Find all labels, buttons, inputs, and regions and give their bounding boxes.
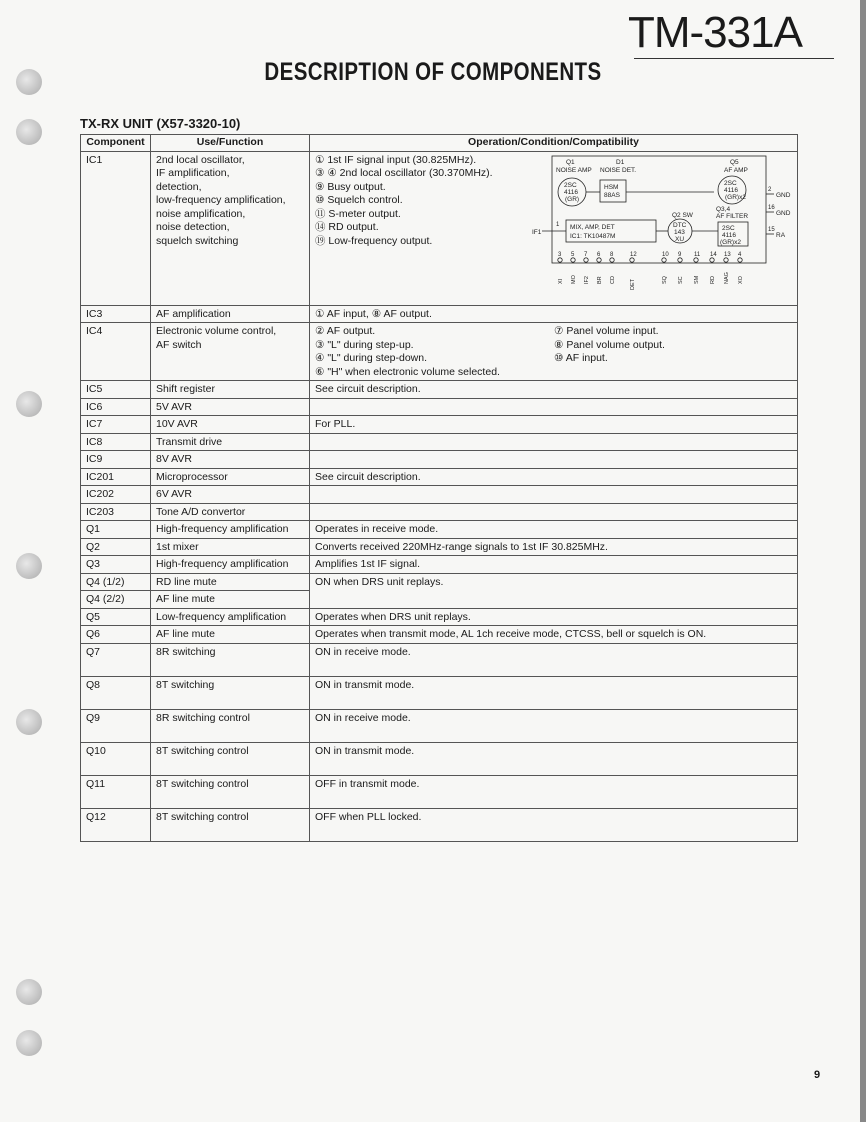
binder-hole bbox=[16, 1030, 42, 1056]
schem-label: HSM bbox=[604, 183, 619, 191]
table-row bbox=[81, 608, 798, 626]
schem-label: GND bbox=[776, 209, 791, 217]
model-number: TM-331A bbox=[628, 8, 802, 57]
table-row bbox=[81, 676, 798, 709]
table-row bbox=[81, 323, 798, 381]
header-use: Use/Function bbox=[151, 135, 310, 152]
pin-name: MO bbox=[571, 274, 577, 284]
op-line: ⑩ AF input. bbox=[554, 352, 608, 364]
use-line: detection, bbox=[156, 180, 202, 193]
schem-label: NOISE AMP bbox=[556, 166, 592, 174]
use-line: squelch switching bbox=[156, 234, 239, 247]
op-line: ⑭ RD output. bbox=[315, 221, 379, 233]
pin-name: BR bbox=[597, 275, 603, 284]
operation-cell: ON when DRS unit replays. bbox=[310, 573, 798, 608]
operation-cell: Converts received 220MHz-range signals to 1st IF 30.825MHz. bbox=[310, 538, 798, 556]
schem-label: 2SC bbox=[724, 179, 737, 187]
operation-cell: ON in receive mode. bbox=[310, 643, 798, 676]
schem-label: AF AMP bbox=[724, 166, 748, 174]
operation-cell bbox=[310, 486, 798, 504]
header-operation: Operation/Condition/Compatibility bbox=[310, 135, 798, 152]
binder-hole bbox=[16, 119, 42, 145]
op-line: ⑦ Panel volume input. bbox=[554, 325, 659, 337]
unit-title: TX-RX UNIT (X57-3320-10) bbox=[80, 116, 241, 131]
table-row bbox=[81, 573, 798, 591]
component-cell: Q11 bbox=[81, 775, 151, 808]
component-cell: IC4 bbox=[81, 323, 151, 381]
table-row bbox=[81, 808, 798, 841]
pin-number: 13 bbox=[724, 251, 731, 258]
component-cell: IC203 bbox=[81, 503, 151, 521]
schem-label: 88AS bbox=[604, 191, 620, 199]
use-cell: 8T switching control bbox=[151, 742, 310, 775]
op-line: ⑧ Panel volume output. bbox=[554, 338, 665, 351]
operation-cell: Operates in receive mode. bbox=[310, 521, 798, 539]
schem-label: MIX, AMP, DET bbox=[570, 223, 615, 231]
operation-cell: See circuit description. bbox=[310, 468, 798, 486]
schem-label: Q1 bbox=[566, 158, 575, 166]
table-row bbox=[81, 416, 798, 434]
component-cell: IC3 bbox=[81, 305, 151, 323]
operation-cell: OFF in transmit mode. bbox=[310, 775, 798, 808]
component-cell: IC6 bbox=[81, 398, 151, 416]
op-line: ⑩ Squelch control. bbox=[315, 194, 403, 206]
operation-cell: For PLL. bbox=[310, 416, 798, 434]
component-cell: IC8 bbox=[81, 433, 151, 451]
use-cell: AF line mute bbox=[151, 626, 310, 644]
pin-number: 5 bbox=[571, 251, 575, 258]
pin-name: XI bbox=[558, 278, 564, 284]
pin-number: 16 bbox=[768, 204, 775, 211]
op-line: ⑥ "H" when electronic volume selected. bbox=[315, 365, 500, 378]
use-cell: Shift register bbox=[151, 381, 310, 399]
use-cell: 1st mixer bbox=[151, 538, 310, 556]
schem-label: DTC bbox=[673, 221, 687, 229]
component-cell: Q5 bbox=[81, 608, 151, 626]
operation-cell: See circuit description. bbox=[310, 381, 798, 399]
pin-number: 9 bbox=[678, 251, 682, 258]
use-cell bbox=[151, 151, 310, 305]
component-cell: Q7 bbox=[81, 643, 151, 676]
schem-label: Q5 bbox=[730, 158, 739, 166]
op-line: ① 1st IF signal input (30.825MHz). bbox=[315, 153, 477, 166]
table-row bbox=[81, 486, 798, 504]
use-line: noise amplification, bbox=[156, 207, 246, 220]
use-cell: RD line mute bbox=[151, 573, 310, 591]
operation-cell bbox=[310, 503, 798, 521]
op-line: ⑪ S-meter output. bbox=[315, 207, 401, 220]
table-header-row bbox=[81, 135, 798, 152]
schem-label: RA bbox=[776, 231, 786, 239]
operation-cell: Operates when DRS unit replays. bbox=[310, 608, 798, 626]
table-row bbox=[81, 626, 798, 644]
binder-hole bbox=[16, 979, 42, 1005]
use-line: Electronic volume control, bbox=[156, 325, 277, 337]
schem-label: 4116 bbox=[722, 231, 736, 239]
use-cell: Tone A/D convertor bbox=[151, 503, 310, 521]
op-line: ④ "L" during step-down. bbox=[315, 352, 428, 364]
table-row bbox=[81, 556, 798, 574]
schem-label: IF1 bbox=[532, 228, 542, 236]
binder-hole bbox=[16, 553, 42, 579]
op-line: ⑲ Low-frequency output. bbox=[315, 234, 433, 247]
schem-label: Q2 SW bbox=[672, 211, 693, 219]
header-component: Component bbox=[81, 135, 151, 152]
component-cell: IC7 bbox=[81, 416, 151, 434]
page-number: 9 bbox=[814, 1069, 821, 1081]
component-cell: IC202 bbox=[81, 486, 151, 504]
pin-number: 15 bbox=[768, 226, 775, 233]
use-cell: Microprocessor bbox=[151, 468, 310, 486]
pin-name: SM bbox=[694, 275, 700, 284]
use-cell: 5V AVR bbox=[151, 398, 310, 416]
schem-label: NOISE DET. bbox=[600, 166, 637, 174]
use-line: 2nd local oscillator, bbox=[156, 153, 245, 166]
component-cell: Q10 bbox=[81, 742, 151, 775]
schem-label: AF FILTER bbox=[716, 212, 749, 220]
operation-cell bbox=[310, 151, 798, 305]
component-cell: Q9 bbox=[81, 709, 151, 742]
table-row bbox=[81, 398, 798, 416]
component-cell: IC9 bbox=[81, 451, 151, 469]
schem-label: 2SC bbox=[722, 224, 735, 232]
pin-name: IF2 bbox=[584, 275, 590, 284]
use-cell: 8T switching bbox=[151, 676, 310, 709]
table-row bbox=[81, 521, 798, 539]
pin-number: 10 bbox=[662, 251, 669, 258]
ic1-schematic bbox=[532, 154, 794, 300]
schem-label: (GR) bbox=[565, 195, 580, 203]
schem-label: GND bbox=[776, 191, 791, 199]
use-cell: AF amplification bbox=[151, 305, 310, 323]
operation-cell bbox=[310, 433, 798, 451]
operation-cell bbox=[310, 323, 798, 381]
pin-number: 11 bbox=[694, 251, 701, 258]
operation-cell: Amplifies 1st IF signal. bbox=[310, 556, 798, 574]
pin-number: 6 bbox=[597, 251, 601, 258]
use-cell: 8T switching control bbox=[151, 775, 310, 808]
use-cell: 6V AVR bbox=[151, 486, 310, 504]
component-cell: Q4 (1/2) bbox=[81, 573, 151, 591]
component-cell: Q1 bbox=[81, 521, 151, 539]
binder-hole bbox=[16, 709, 42, 735]
components-table bbox=[80, 134, 798, 842]
operation-cell: ON in transmit mode. bbox=[310, 676, 798, 709]
op-line: ⑨ Busy output. bbox=[315, 180, 386, 193]
table-row bbox=[81, 643, 798, 676]
table-row bbox=[81, 538, 798, 556]
pin-number: 1 bbox=[556, 221, 560, 228]
component-cell: Q6 bbox=[81, 626, 151, 644]
schem-label: (GR)x2 bbox=[725, 193, 746, 201]
binder-hole bbox=[16, 391, 42, 417]
schem-label: XU bbox=[675, 235, 685, 243]
component-cell: IC201 bbox=[81, 468, 151, 486]
table-row bbox=[81, 775, 798, 808]
use-cell bbox=[151, 323, 310, 381]
op-line: ② AF output. bbox=[315, 325, 376, 337]
use-line: IF amplification, bbox=[156, 167, 230, 179]
pin-name: XO bbox=[738, 275, 744, 284]
schem-label: (GR)x2 bbox=[720, 238, 741, 246]
pin-name: DET bbox=[630, 278, 636, 290]
table-row bbox=[81, 503, 798, 521]
operation-cell bbox=[310, 398, 798, 416]
pin-number: 2 bbox=[768, 186, 772, 193]
use-line: AF switch bbox=[156, 338, 202, 351]
pin-name: CD bbox=[610, 275, 616, 284]
pin-name: RD bbox=[710, 275, 716, 284]
pin-number: 7 bbox=[584, 251, 588, 258]
binder-hole bbox=[16, 69, 42, 95]
component-cell: IC1 bbox=[81, 151, 151, 305]
use-cell: 8R switching bbox=[151, 643, 310, 676]
table-row bbox=[81, 151, 798, 305]
op-line: ③ "L" during step-up. bbox=[315, 338, 414, 351]
table-row bbox=[81, 305, 798, 323]
table-row bbox=[81, 742, 798, 775]
schem-label: 4116 bbox=[564, 188, 578, 196]
use-cell: Transmit drive bbox=[151, 433, 310, 451]
schem-label: 143 bbox=[674, 228, 685, 236]
use-line: noise detection, bbox=[156, 221, 230, 233]
component-cell: Q12 bbox=[81, 808, 151, 841]
pin-number: 4 bbox=[738, 251, 742, 258]
pin-number: 8 bbox=[610, 251, 614, 258]
schem-label: 2SC bbox=[564, 181, 577, 189]
table-row bbox=[81, 709, 798, 742]
component-cell: Q8 bbox=[81, 676, 151, 709]
schem-label: 4116 bbox=[724, 186, 738, 194]
pin-name: NAG bbox=[724, 271, 730, 284]
schem-label: Q3,4 bbox=[716, 205, 731, 213]
operation-cell bbox=[310, 451, 798, 469]
table-row bbox=[81, 468, 798, 486]
operation-cell: Operates when transmit mode, AL 1ch receive mode, CTCSS, bell or squelch is ON. bbox=[310, 626, 798, 644]
pin-number: 14 bbox=[710, 251, 717, 258]
use-cell: High-frequency amplification bbox=[151, 521, 310, 539]
use-cell: Low-frequency amplification bbox=[151, 608, 310, 626]
operation-cell: ON in receive mode. bbox=[310, 709, 798, 742]
op-line: ③ ④ 2nd local oscillator (30.370MHz). bbox=[315, 167, 493, 179]
component-cell: Q3 bbox=[81, 556, 151, 574]
pin-number: 3 bbox=[558, 251, 562, 258]
component-cell: Q2 bbox=[81, 538, 151, 556]
use-cell: 8T switching control bbox=[151, 808, 310, 841]
pin-name: SQ bbox=[662, 275, 668, 284]
use-line: low-frequency amplification, bbox=[156, 194, 286, 206]
page-title: DESCRIPTION OF COMPONENTS bbox=[264, 58, 602, 86]
table-row bbox=[81, 381, 798, 399]
table-row bbox=[81, 433, 798, 451]
operation-cell: ON in transmit mode. bbox=[310, 742, 798, 775]
schem-label: IC1: TK10487M bbox=[570, 232, 616, 240]
use-cell: High-frequency amplification bbox=[151, 556, 310, 574]
schem-label: D1 bbox=[616, 158, 625, 166]
table-row bbox=[81, 451, 798, 469]
pin-number: 12 bbox=[630, 251, 637, 258]
component-cell: Q4 (2/2) bbox=[81, 591, 151, 609]
use-cell: 8V AVR bbox=[151, 451, 310, 469]
use-cell: AF line mute bbox=[151, 591, 310, 609]
operation-cell: ① AF input, ⑧ AF output. bbox=[310, 305, 798, 323]
use-cell: 10V AVR bbox=[151, 416, 310, 434]
use-cell: 8R switching control bbox=[151, 709, 310, 742]
operation-cell: OFF when PLL locked. bbox=[310, 808, 798, 841]
pin-name: SC bbox=[678, 275, 684, 284]
component-cell: IC5 bbox=[81, 381, 151, 399]
page-edge bbox=[860, 0, 866, 1122]
